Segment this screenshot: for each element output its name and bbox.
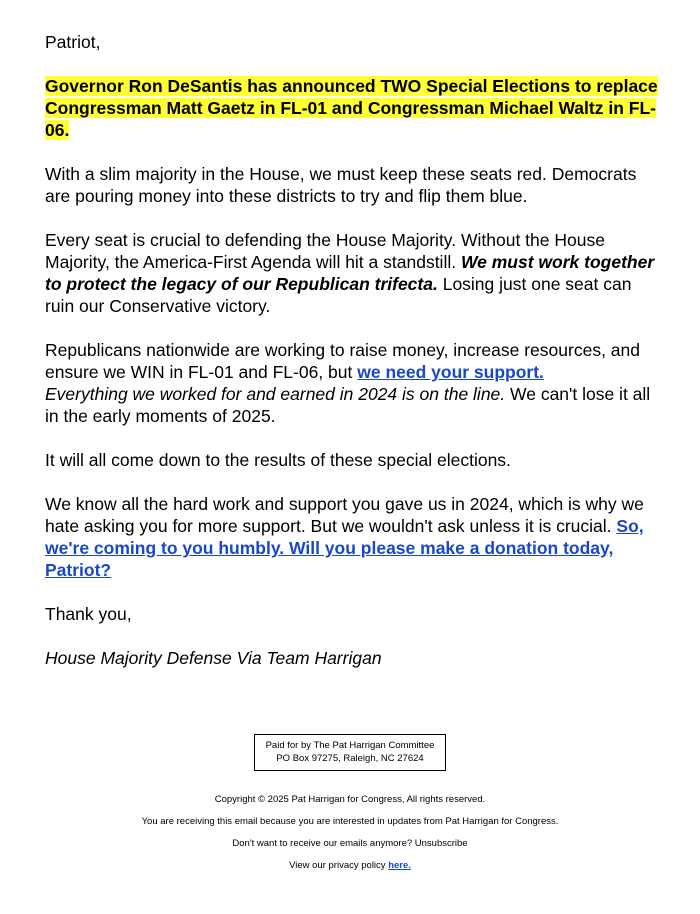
disclaimer-line: Paid for by The Pat Harrigan Committee [265,740,435,751]
paragraph-special-elections: It will all come down to the results of these special elections. [45,450,511,470]
paragraph-majority: With a slim majority in the House, we must keep these seats red. Democrats are pouring money into these districts to try and flip them blue. [45,164,637,206]
italic-text: Everything we worked for and earned in 2024 is on the line. [45,384,506,404]
privacy-policy [0,860,700,872]
privacy-policy-link[interactable]: here. [388,860,411,871]
email-body [45,31,665,691]
unsubscribe-text: Don't want to receive our emails anymore? Unsubscribe [232,838,468,849]
donate-link[interactable]: So, we're coming to you humbly. Will you please make a donation today, Patriot? [45,516,644,580]
paragraph-every-seat [45,229,665,317]
greeting: Patriot, [45,32,101,52]
paragraph-hard-work [45,493,665,581]
copyright-text: Copyright © 2025 Pat Harrigan for Congress, All rights reserved. [214,794,486,805]
emphasis-text: We must work together to protect the legacy of our Republican trifecta. [45,252,655,294]
privacy-text: View our privacy policy [289,860,389,871]
closing: Thank you, [45,604,132,624]
paragraph-republicans-nationwide [45,339,665,427]
headline-paragraph [45,75,665,141]
paragraph-text: We can't lose it all in the early moments of 2025. [45,384,651,426]
highlighted-headline: Governor Ron DeSantis has announced TWO Special Elections to replace Congressman Matt Gaetz in FL-01 and Congressman Michael Waltz in FL-06. [45,76,658,140]
paid-for-disclaimer [254,734,446,771]
paragraph-text: We know all the hard work and support you gave us in 2024, which is why we hate asking you for more support. But we wouldn't ask unless it is crucial. [45,494,644,536]
receiving-notice: You are receiving this email because you are interested in updates from Pat Harrigan for Congress. [141,816,559,827]
paragraph-text: Losing just one seat can ruin our Conservative victory. [45,274,632,316]
paragraph-text: Republicans nationwide are working to raise money, increase resources, and ensure we WIN in FL-01 and FL-06, but [45,340,640,382]
signature: House Majority Defense Via Team Harrigan [45,648,382,668]
paragraph-text: Every seat is crucial to defending the House Majority. Without the House Majority, the America-First Agenda will hit a standstill. [45,230,605,272]
disclaimer-line: PO Box 97275, Raleigh, NC 27624 [276,753,424,764]
support-link[interactable]: we need your support. [357,362,544,382]
